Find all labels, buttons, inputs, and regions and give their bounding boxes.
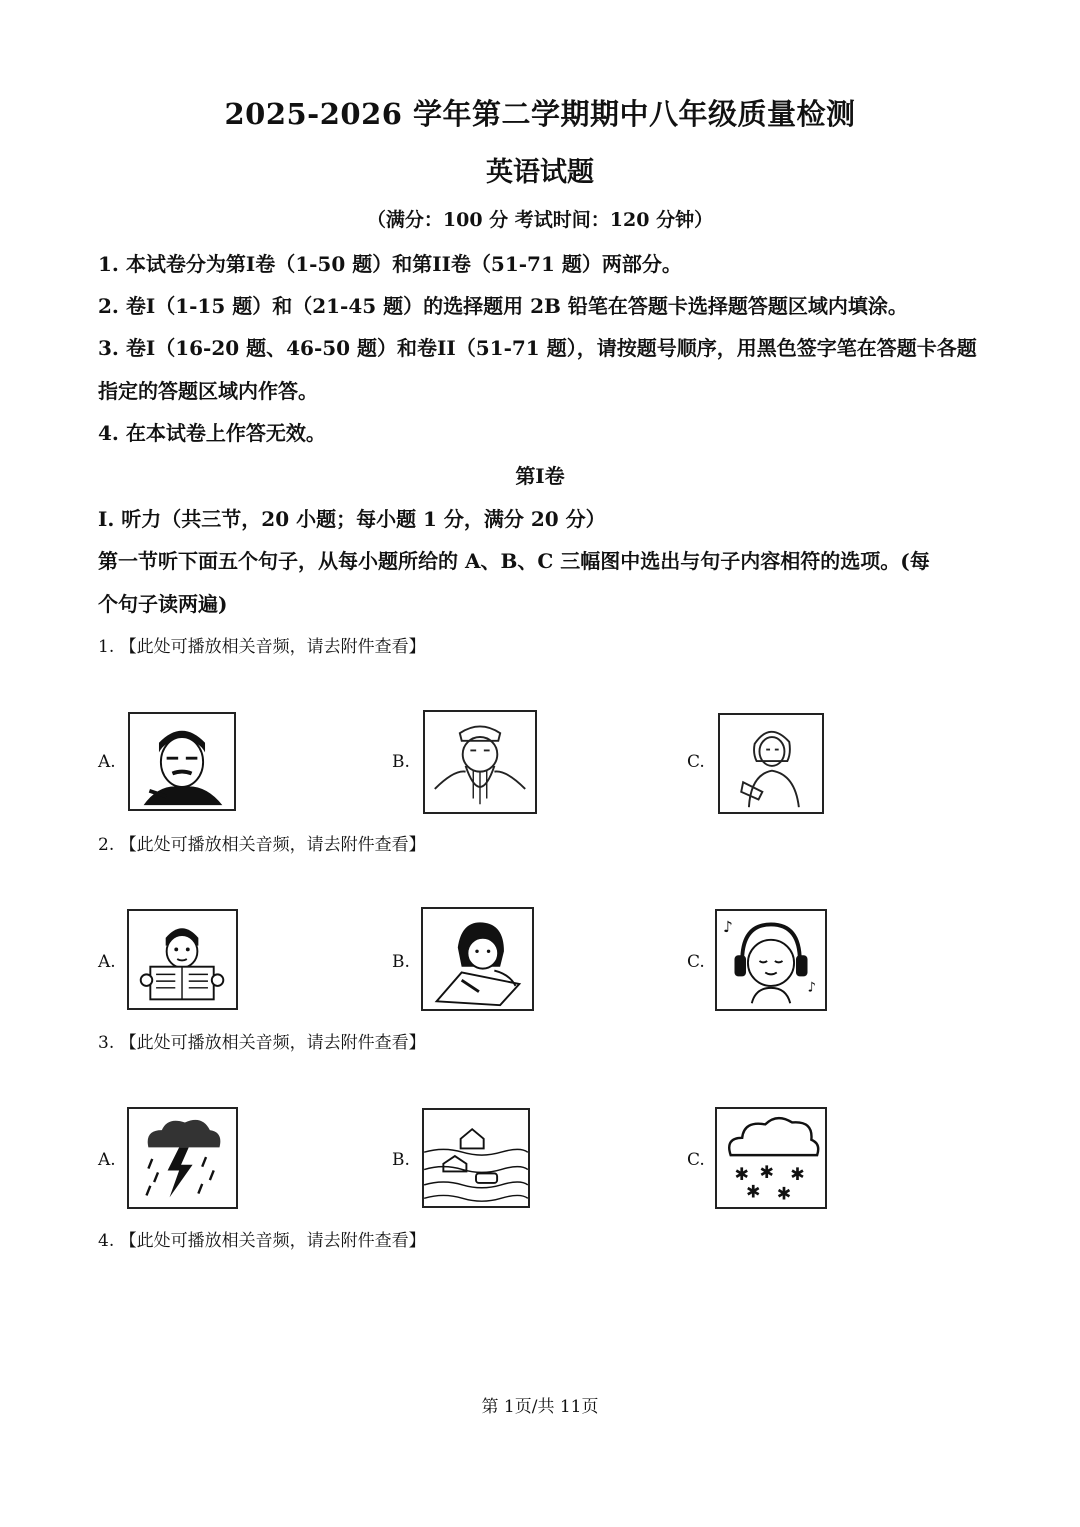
option-label-a: A. xyxy=(98,952,116,972)
option-image-a[interactable] xyxy=(128,712,236,811)
svg-text:✱: ✱ xyxy=(759,1163,774,1184)
svg-text:✱: ✱ xyxy=(790,1165,805,1186)
question-3 xyxy=(98,1028,426,1053)
section-desc-line1: 第一节听下面五个句子，从每小题所给的 A、B、C 三幅图中选出与句子内容相符的选项。(每 xyxy=(98,549,930,573)
option-label-a: A. xyxy=(98,1150,116,1170)
instruction-4: 4. 在本试卷上作答无效。 xyxy=(98,421,326,445)
option-image-b[interactable] xyxy=(421,907,534,1011)
instruction-3: 3. 卷I（16-20 题、46-50 题）和卷II（51-71 题），请按题号顺序，用黑色签字笔在答题卡各题 xyxy=(98,336,977,360)
option-label-b: B. xyxy=(392,1150,410,1170)
option-image-c[interactable] xyxy=(715,909,827,1011)
question-audio-text[interactable]: 【此处可播放相关音频，请去附件查看】 xyxy=(119,835,426,855)
option-label-a: A. xyxy=(98,752,116,772)
page-footer: 第 1页/共 11页 xyxy=(481,1397,599,1417)
reading-newspaper-icon xyxy=(129,911,236,1008)
portrait-man-icon xyxy=(130,714,234,809)
elderly-woman-icon xyxy=(720,715,822,812)
flood-icon xyxy=(424,1110,528,1206)
option-image-c[interactable] xyxy=(715,1107,827,1209)
instruction-1: 1. 本试卷分为第I卷（1-50 题）和第II卷（51-71 题）两部分。 xyxy=(98,252,682,276)
svg-text:♪: ♪ xyxy=(807,980,817,996)
instruction-3-cont: 指定的答题区域内作答。 xyxy=(98,379,318,403)
headphones-music-icon xyxy=(717,911,825,1009)
option-label-b: B. xyxy=(392,752,410,772)
svg-text:♪: ♪ xyxy=(722,918,733,937)
option-image-b[interactable] xyxy=(422,1108,530,1208)
option-label-c: C. xyxy=(687,1150,705,1170)
option-label-b: B. xyxy=(392,952,410,972)
girl-writing-icon xyxy=(423,909,532,1009)
question-audio-text[interactable]: 【此处可播放相关音频，请去附件查看】 xyxy=(119,1033,426,1053)
question-audio-text[interactable]: 【此处可播放相关音频，请去附件查看】 xyxy=(119,1231,426,1251)
question-audio-text[interactable]: 【此处可播放相关音频，请去附件查看】 xyxy=(119,637,426,657)
question-number: 4. xyxy=(98,1231,115,1251)
option-image-a[interactable] xyxy=(127,909,238,1010)
instruction-2: 2. 卷I（1-15 题）和（21-45 题）的选择题用 2B 铅笔在答题卡选择题答题区域内填涂。 xyxy=(98,294,908,318)
exam-score-info: （满分：100 分 考试时间：120 分钟） xyxy=(366,209,714,231)
exam-title: 2025-2026 学年第二学期期中八年级质量检测 xyxy=(224,97,856,131)
question-2 xyxy=(98,830,426,855)
svg-text:✱: ✱ xyxy=(734,1165,749,1186)
svg-text:✱: ✱ xyxy=(776,1184,792,1205)
svg-text:✱: ✱ xyxy=(746,1182,761,1203)
thunderstorm-icon xyxy=(129,1109,236,1207)
snow-icon xyxy=(717,1109,825,1207)
question-number: 1. xyxy=(98,637,115,657)
question-number: 2. xyxy=(98,835,115,855)
option-label-c: C. xyxy=(687,952,705,972)
volume-title: 第I卷 xyxy=(515,464,565,488)
section-desc-line2: 个句子读两遍) xyxy=(98,592,228,616)
option-label-c: C. xyxy=(687,752,705,772)
exam-subject: 英语试题 xyxy=(486,157,594,188)
option-image-b[interactable] xyxy=(423,710,537,814)
question-1 xyxy=(98,632,426,657)
option-image-c[interactable] xyxy=(718,713,824,814)
sage-portrait-icon xyxy=(425,712,535,812)
question-number: 3. xyxy=(98,1033,115,1053)
option-image-a[interactable] xyxy=(127,1107,238,1209)
question-4 xyxy=(98,1226,426,1251)
section-heading: I. 听力（共三节，20 小题；每小题 1 分，满分 20 分） xyxy=(98,507,606,531)
